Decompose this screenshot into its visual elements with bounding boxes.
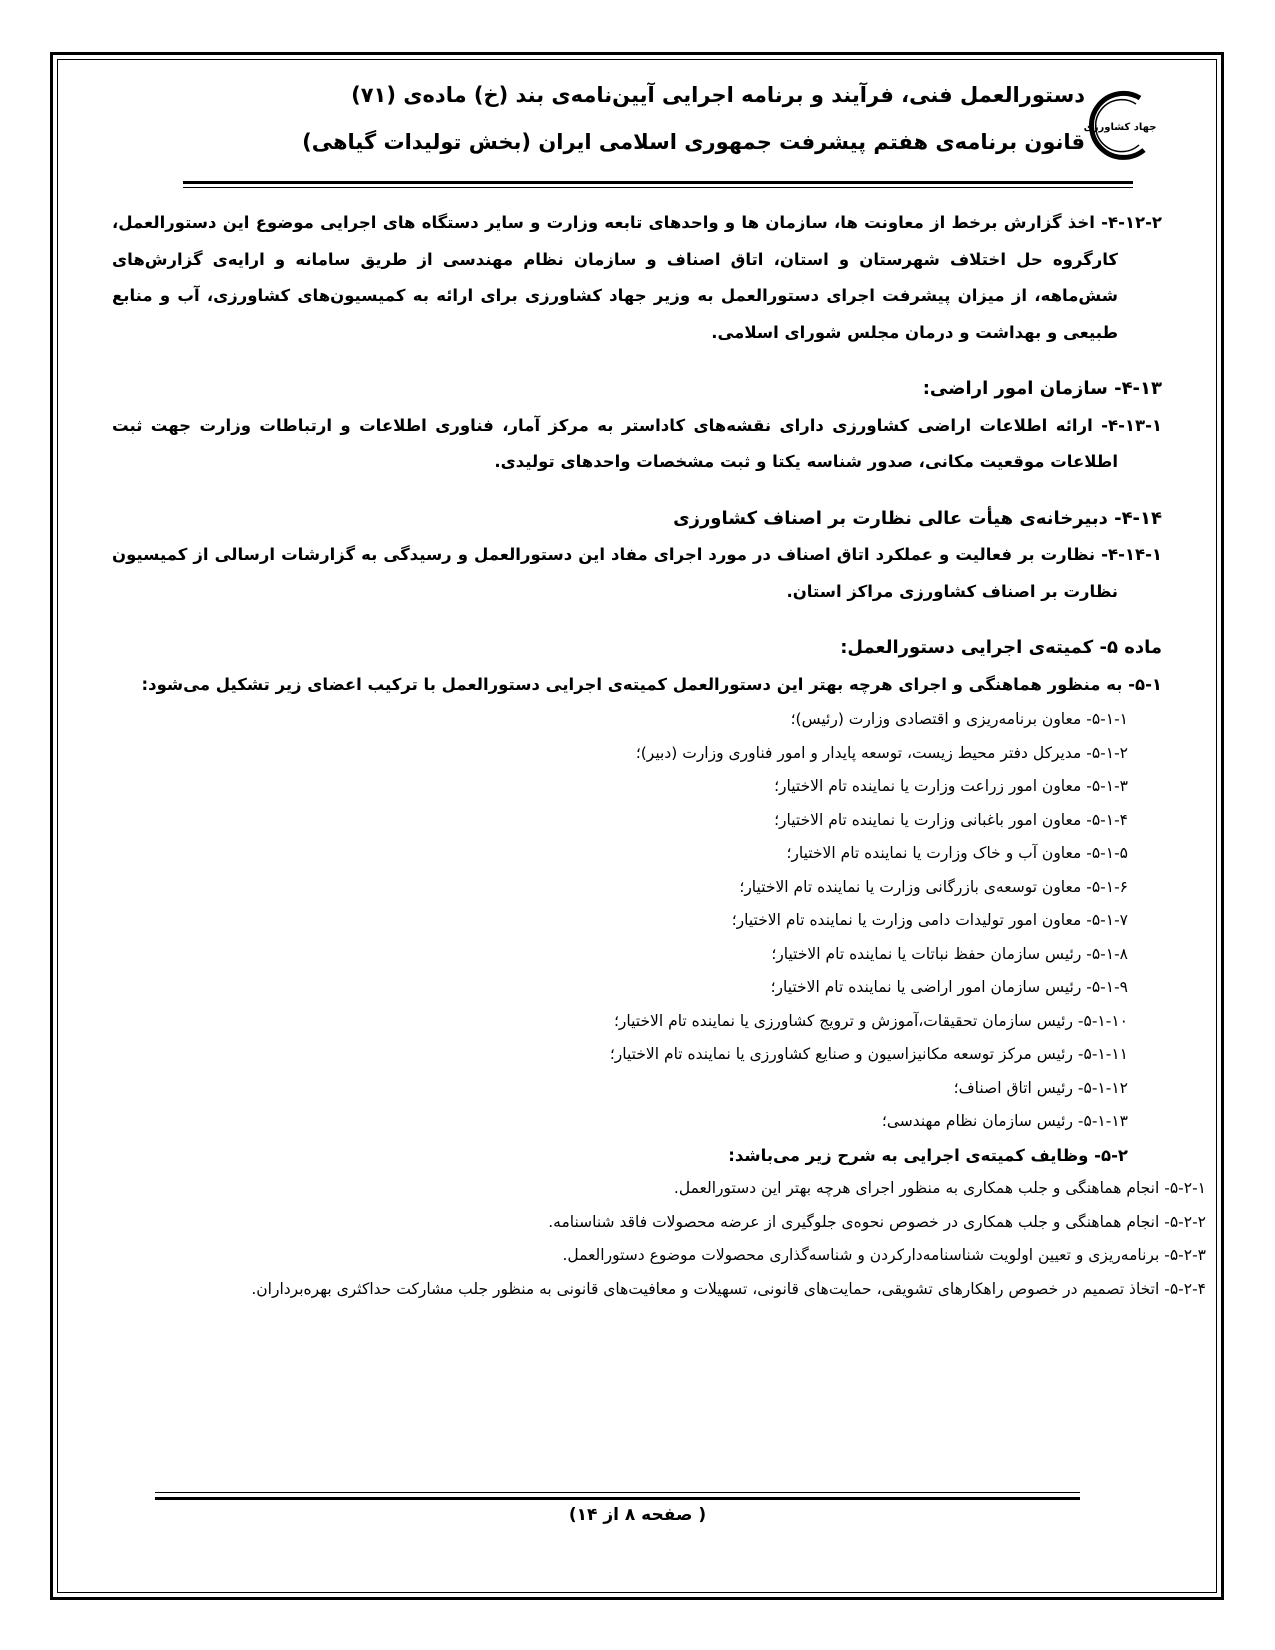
committee-members-list bbox=[112, 703, 1162, 1172]
list-item: ۵-۲-۲- انجام هماهنگی و جلب همکاری در خصوص نحوه‌ی جلوگیری از عرضه محصولات فاقد شناسنامه. bbox=[548, 1212, 1206, 1231]
list-item: ۵-۱-۱۰- رئیس سازمان تحقیقات،آموزش و ترویج کشاورزی یا نماینده تام الاختیار؛ bbox=[613, 1011, 1128, 1030]
list-item: ۵-۱-۵- معاون آب و خاک وزارت یا نماینده تام الاختیار؛ bbox=[786, 844, 1128, 862]
paragraph-4-14-1: ۴-۱۴-۱- نظارت بر فعالیت و عملکرد اتاق اصناف در مورد اجرای مفاد این دستورالعمل و رسیدگی به گزارشات ارسالی از کمیسیون نظارت بر اصناف کشاورزی مراکز استان. bbox=[112, 545, 1162, 601]
list-item: ۵-۱-۱۳- رئیس سازمان نظام مهندسی؛ bbox=[881, 1112, 1128, 1130]
heading-4-14: ۴-۱۴- دبیرخانه‌ی هیأت عالی نظارت بر اصناف کشاورزی bbox=[673, 507, 1162, 529]
list-item: ۵-۱-۱۲- رئیس اتاق اصناف؛ bbox=[953, 1078, 1128, 1097]
committee-duties-list bbox=[112, 1172, 1206, 1306]
heading-article-5: ماده ۵- کمیته‌ی اجرایی دستورالعمل: bbox=[840, 637, 1162, 658]
document-body bbox=[112, 205, 1206, 1306]
list-item: ۵-۱-۹- رئیس سازمان امور اراضی یا نماینده تام الاختیار؛ bbox=[770, 978, 1128, 996]
list-item: ۵-۱-۶- معاون توسعه‌ی بازرگانی وزارت یا نماینده تام الاختیار؛ bbox=[739, 877, 1128, 896]
list-item: ۵-۱-۴- معاون امور باغبانی وزارت یا نماینده تام الاختیار؛ bbox=[774, 810, 1128, 829]
paragraph-4-12-2: ۴-۱۲-۲- اخذ گزارش برخط از معاونت ها، سازمان ها و واحدهای تابعه وزارت و سایر دستگاه های اجرایی موضوع این دستورالعمل، کارگروه حل اختلاف شهرستان و استان، اتاق اصناف و سازمان نظام مهندسی از طریق سامانه و ارایه‌ی گزارش‌های شش‌ماهه، از میزان پیشرفت اجرای دستورالعمل به وزیر جهاد کشاورزی برای ارائه به کمیسیون‌های کشاورزی، آب و منابع طبیعی و بهداشت و درمان مجلس شورای اسلامی. bbox=[112, 213, 1162, 342]
document-title-line2: قانون برنامه‌ی هفتم پیشرفت جمهوری اسلامی ایران (بخش تولیدات گیاهی) bbox=[302, 130, 1085, 154]
paragraph-5-2: ۵-۲- وظایف کمیته‌ی اجرایی به شرح زیر می‌باشد: bbox=[728, 1145, 1128, 1165]
list-item: ۵-۱-۸- رئیس سازمان حفظ نباتات یا نماینده تام الاختیار؛ bbox=[771, 944, 1128, 963]
header-divider bbox=[183, 181, 1133, 184]
paragraph-4-13-1: ۴-۱۳-۱- ارائه اطلاعات اراضی کشاورزی دارای نقشه‌های کاداستر به مرکز آمار، فناوری اطلاعات و ارتباطات وزارت جهت ثبت اطلاعات موقعیت مکانی، صدور شناسه یکتا و ثبت مشخصات واحدهای تولیدی. bbox=[112, 415, 1162, 471]
footer-divider-thin bbox=[155, 1492, 1080, 1493]
list-item: ۵-۲-۱- انجام هماهنگی و جلب همکاری به منظور اجرای هرچه بهتر این دستورالعمل. bbox=[673, 1179, 1206, 1197]
heading-4-13: ۴-۱۳- سازمان امور اراضی: bbox=[922, 378, 1162, 399]
list-item: ۵-۱-۲- مدیرکل دفتر محیط زیست، توسعه پایدار و امور فناوری وزارت (دبیر)؛ bbox=[635, 743, 1128, 762]
list-item: ۵-۱-۷- معاون امور تولیدات دامی وزارت یا نماینده تام الاختیار؛ bbox=[731, 911, 1128, 929]
jahad-keshavarzi-logo bbox=[1082, 88, 1158, 164]
list-item: ۵-۲-۴- اتخاذ تصمیم در خصوص راهکارهای تشویقی، حمایت‌های قانونی، تسهیلات و معافیت‌های قانونی به منظور جلب مشارکت حداکثری بهره‌برداران. bbox=[251, 1279, 1206, 1298]
document-title-line1: دستورالعمل فنی، فرآیند و برنامه اجرایی آیین‌نامه‌ی بند (خ) ماده‌ی (۷۱) bbox=[351, 83, 1085, 107]
list-item: ۵-۱-۱- معاون برنامه‌ریزی و اقتصادی وزارت (رئیس)؛ bbox=[790, 710, 1128, 728]
list-item: ۵-۱-۱۱- رئیس مرکز توسعه مکانیزاسیون و صنایع کشاورزی یا نماینده تام الاختیار؛ bbox=[609, 1045, 1128, 1063]
list-item: ۵-۲-۳- برنامه‌ریزی و تعیین اولویت شناسنامه‌دارکردن و شناسه‌گذاری محصولات موضوع دستورالعمل. bbox=[562, 1246, 1206, 1264]
list-item: ۵-۱-۳- معاون امور زراعت وزارت یا نماینده تام الاختیار؛ bbox=[774, 777, 1128, 795]
logo-text: جهاد کشاورزی bbox=[1083, 122, 1157, 133]
footer-divider bbox=[155, 1497, 1080, 1500]
header-divider-thin bbox=[183, 187, 1133, 188]
page-number: ( صفحه ۸ از ۱۴) bbox=[568, 1505, 707, 1525]
paragraph-5-1: ۵-۱- به منظور هماهنگی و اجرای هرچه بهتر این دستورالعمل کمیته‌ی اجرایی دستورالعمل با ترکیب اعضای زیر تشکیل می‌شود: bbox=[141, 674, 1162, 694]
